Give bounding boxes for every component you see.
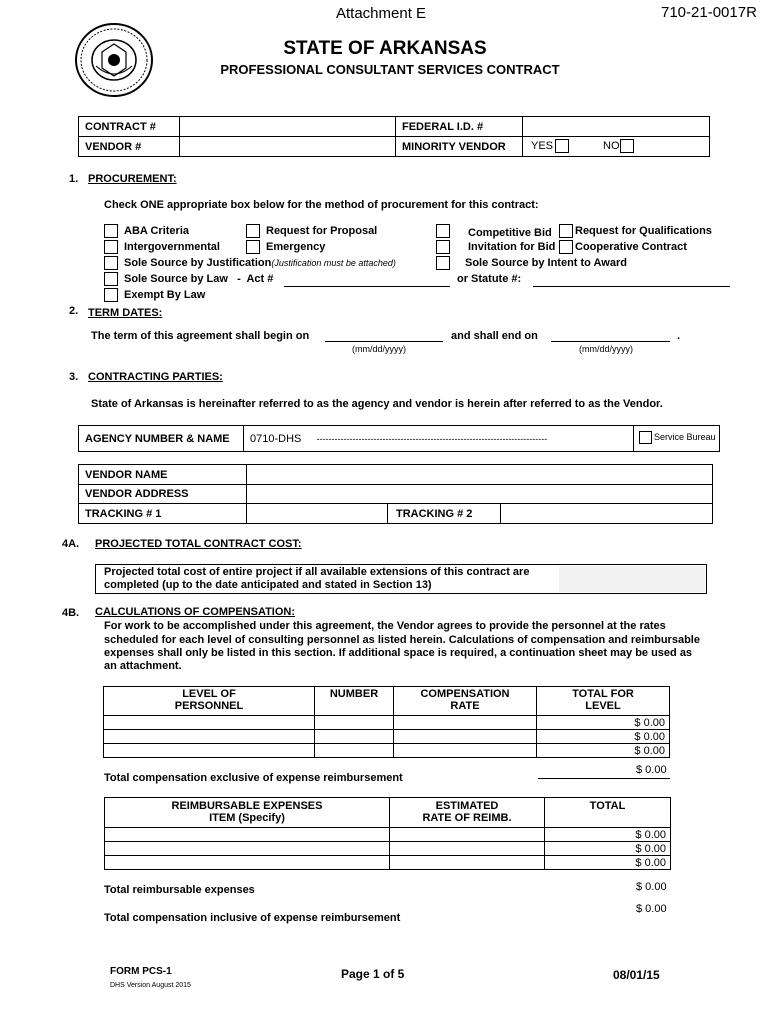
table-row: [104, 730, 670, 744]
rate-field[interactable]: [394, 744, 537, 758]
level-header-1: LEVEL OF: [182, 688, 236, 700]
total-level-header-1: TOTAL FOR: [572, 688, 634, 700]
tracking-1-label: TRACKING # 1: [79, 504, 247, 524]
reimb-item-field[interactable]: [105, 828, 390, 842]
reimb-total-header: TOTAL: [545, 798, 671, 828]
sole-source-law-label: Sole Source by Law - Act #: [124, 273, 274, 285]
projected-cost-text-2: completed (up to the date anticipated and stated in Section 13): [104, 579, 432, 591]
vendor-address-label: VENDOR ADDRESS: [79, 485, 247, 504]
contracting-parties-heading: CONTRACTING PARTIES:: [88, 371, 223, 383]
section-4b-number: 4B.: [62, 607, 80, 619]
number-field[interactable]: [315, 730, 394, 744]
reimb-total-value: $ 0.00: [545, 842, 671, 856]
page-subtitle: PROFESSIONAL CONSULTANT SERVICES CONTRACT: [220, 62, 560, 77]
aba-criteria-checkbox[interactable]: [104, 224, 118, 238]
emergency-label: Emergency: [266, 241, 326, 253]
reimb-item-header: [105, 798, 390, 828]
rate-header-2: RATE: [450, 700, 480, 712]
itb-checkbox[interactable]: [436, 240, 450, 254]
section-1-number: 1.: [69, 173, 79, 185]
federal-id-label: FEDERAL I.D. #: [396, 117, 523, 137]
reimb-rate-field[interactable]: [390, 842, 545, 856]
calc-paragraph-2: scheduled for each level of consulting personnel as listed herein. Calculations of compensation and reimbursable: [104, 634, 700, 646]
begin-date-field[interactable]: [325, 330, 443, 342]
level-header-2: PERSONNEL: [174, 700, 244, 712]
calc-paragraph-4: an attachment.: [104, 660, 182, 672]
rfp-label: Request for Proposal: [266, 225, 378, 237]
projected-cost-heading: PROJECTED TOTAL CONTRACT COST:: [95, 538, 302, 550]
term-period: .: [677, 330, 681, 342]
total-level-header: [537, 687, 670, 716]
reimb-item-header-1: REIMBURSABLE EXPENSES: [171, 800, 323, 812]
table-row: [105, 828, 671, 842]
total-inclusive-label: Total compensation inclusive of expense reimbursement: [104, 912, 401, 924]
statute-number-field[interactable]: [533, 275, 730, 287]
minority-no-checkbox[interactable]: [620, 139, 634, 153]
total-level-value: $ 0.00: [537, 744, 670, 758]
emergency-checkbox[interactable]: [246, 240, 260, 254]
form-number: 710-21-0017R: [661, 4, 757, 21]
contract-table: [78, 116, 710, 157]
reimb-item-field[interactable]: [105, 842, 390, 856]
begin-date-hint: (mm/dd/yyyy): [352, 344, 406, 354]
intergovernmental-checkbox[interactable]: [104, 240, 118, 254]
reimb-rate-field[interactable]: [390, 856, 545, 870]
aba-criteria-label: ABA Criteria: [124, 225, 189, 237]
agency-label: AGENCY NUMBER & NAME: [79, 426, 244, 452]
total-inclusive-value: $ 0.00: [636, 903, 667, 915]
reimb-rate-header: [390, 798, 545, 828]
reimb-item-header-2: ITEM (Specify): [209, 812, 285, 824]
table-row: [105, 842, 671, 856]
projected-cost-field[interactable]: [559, 566, 705, 592]
term-dates-heading: TERM DATES:: [88, 307, 163, 319]
rate-header: [394, 687, 537, 716]
section-3-number: 3.: [69, 371, 79, 383]
sole-source-justification-checkbox[interactable]: [104, 256, 118, 270]
competitive-bid-label: Competitive Bid: [468, 227, 552, 239]
state-seal: [74, 22, 154, 98]
section-2-number: 2.: [69, 305, 79, 317]
term-end-text: and shall end on: [451, 330, 538, 342]
exempt-label: Exempt By Law: [124, 289, 206, 301]
service-bureau-cell: [634, 426, 720, 452]
vendor-address-field[interactable]: [247, 485, 713, 504]
tracking-1-field[interactable]: [247, 504, 388, 524]
total-exclusive-label: Total compensation exclusive of expense reimbursement: [104, 772, 403, 784]
footer-page: Page 1 of 5: [341, 967, 405, 981]
total-level-value: $ 0.00: [537, 716, 670, 730]
total-reimbursable-label: Total reimbursable expenses: [104, 884, 255, 896]
reimb-rate-header-1: ESTIMATED: [435, 800, 499, 812]
reimb-item-field[interactable]: [105, 856, 390, 870]
statute-label: or Statute #:: [457, 273, 522, 285]
calc-paragraph-1: For work to be accomplished under this agreement, the Vendor agrees to provide the personnel at the rates: [104, 620, 666, 632]
vendor-number-label: VENDOR #: [79, 137, 180, 157]
vendor-name-field[interactable]: [247, 465, 713, 485]
justification-note: (Justification must be attached): [271, 258, 396, 268]
reimb-total-value: $ 0.00: [545, 856, 671, 870]
intergovernmental-label: Intergovernmental: [124, 241, 220, 253]
itb-label: Invitation for Bid: [468, 241, 556, 253]
tracking-2-label: TRACKING # 2: [388, 504, 501, 524]
calculations-heading: CALCULATIONS OF COMPENSATION:: [95, 606, 296, 618]
reimbursable-table: [104, 797, 671, 870]
calc-paragraph-3: expenses shall only be listed in this section. If additional space is required, a continuation sheet may be used as: [104, 647, 693, 659]
agency-value: 0710-DHS: [244, 426, 317, 452]
level-field[interactable]: [104, 716, 315, 730]
footer-date: 08/01/15: [613, 968, 660, 982]
cooperative-contract-checkbox[interactable]: [559, 240, 573, 254]
service-bureau-label: Service Bureau: [654, 432, 716, 442]
page-title: STATE OF ARKANSAS: [283, 38, 487, 59]
cooperative-contract-label: Cooperative Contract: [575, 241, 687, 253]
rate-header-1: COMPENSATION: [420, 688, 510, 700]
total-level-value: $ 0.00: [537, 730, 670, 744]
level-field[interactable]: [104, 744, 315, 758]
footer-form-id: FORM PCS-1: [110, 966, 172, 977]
vendor-number-field[interactable]: [180, 137, 396, 157]
sole-source-intent-checkbox[interactable]: [436, 256, 450, 270]
projected-cost-box: [95, 564, 707, 594]
minority-vendor-options: [523, 137, 710, 157]
personnel-table: [103, 686, 670, 758]
agency-dashes: -----------------------------------------------------------------------------: [317, 426, 634, 452]
rate-field[interactable]: [394, 730, 537, 744]
total-exclusive-value: $ 0.00: [636, 764, 667, 776]
number-field[interactable]: [315, 744, 394, 758]
procurement-instruction: Check ONE appropriate box below for the method of procurement for this contract:: [104, 199, 539, 211]
table-row: [105, 856, 671, 870]
contract-number-label: CONTRACT #: [79, 117, 180, 137]
reimb-total-value: $ 0.00: [545, 828, 671, 842]
act-number-field[interactable]: [284, 275, 450, 287]
service-bureau-checkbox[interactable]: [639, 431, 652, 444]
number-header: NUMBER: [315, 687, 394, 716]
yes-label: YES: [531, 140, 554, 152]
contracting-parties-text: State of Arkansas is hereinafter referred to as the agency and vendor is herein after referred to as the Vendor.: [91, 398, 663, 410]
rfp-checkbox[interactable]: [246, 224, 260, 238]
sole-source-justification-text: Sole Source by Justification: [124, 257, 272, 269]
sole-source-intent-label: Sole Source by Intent to Award: [465, 257, 627, 269]
reimb-rate-field[interactable]: [390, 828, 545, 842]
sole-source-law-checkbox[interactable]: [104, 272, 118, 286]
table-row: [104, 744, 670, 758]
vendor-name-label: VENDOR NAME: [79, 465, 247, 485]
minority-vendor-label: MINORITY VENDOR: [396, 137, 523, 157]
section-4a-number: 4A.: [62, 538, 80, 550]
number-field[interactable]: [315, 716, 394, 730]
end-date-field[interactable]: [551, 330, 670, 342]
total-level-header-2: LEVEL: [585, 700, 621, 712]
minority-yes-checkbox[interactable]: [555, 139, 569, 153]
footer-version: DHS Version August 2015: [110, 982, 191, 989]
end-date-hint: (mm/dd/yyyy): [579, 344, 633, 354]
rfq-label: Request for Qualifications: [575, 225, 712, 237]
total-exclusive-underline: [538, 778, 670, 779]
attachment-label: Attachment E: [336, 5, 427, 22]
sole-source-justification-label: [124, 257, 396, 269]
level-field[interactable]: [104, 730, 315, 744]
tracking-2-field[interactable]: [501, 504, 713, 524]
agency-table: [78, 425, 720, 452]
projected-cost-text-1: Projected total cost of entire project if all available extensions of this contract are: [104, 566, 530, 578]
exempt-checkbox[interactable]: [104, 288, 118, 302]
reimb-rate-header-2: RATE OF REIMB.: [422, 812, 512, 824]
vendor-table: [78, 464, 713, 524]
total-reimbursable-value: $ 0.00: [636, 881, 667, 893]
rfq-checkbox[interactable]: [559, 224, 573, 238]
no-label: NO: [603, 140, 620, 152]
procurement-heading: PROCUREMENT:: [88, 173, 177, 185]
competitive-bid-checkbox[interactable]: [436, 224, 450, 238]
federal-id-field[interactable]: [523, 117, 710, 137]
level-header: [104, 687, 315, 716]
table-row: [104, 716, 670, 730]
contract-number-field[interactable]: [180, 117, 396, 137]
rate-field[interactable]: [394, 716, 537, 730]
term-begin-text: The term of this agreement shall begin on: [91, 330, 310, 342]
